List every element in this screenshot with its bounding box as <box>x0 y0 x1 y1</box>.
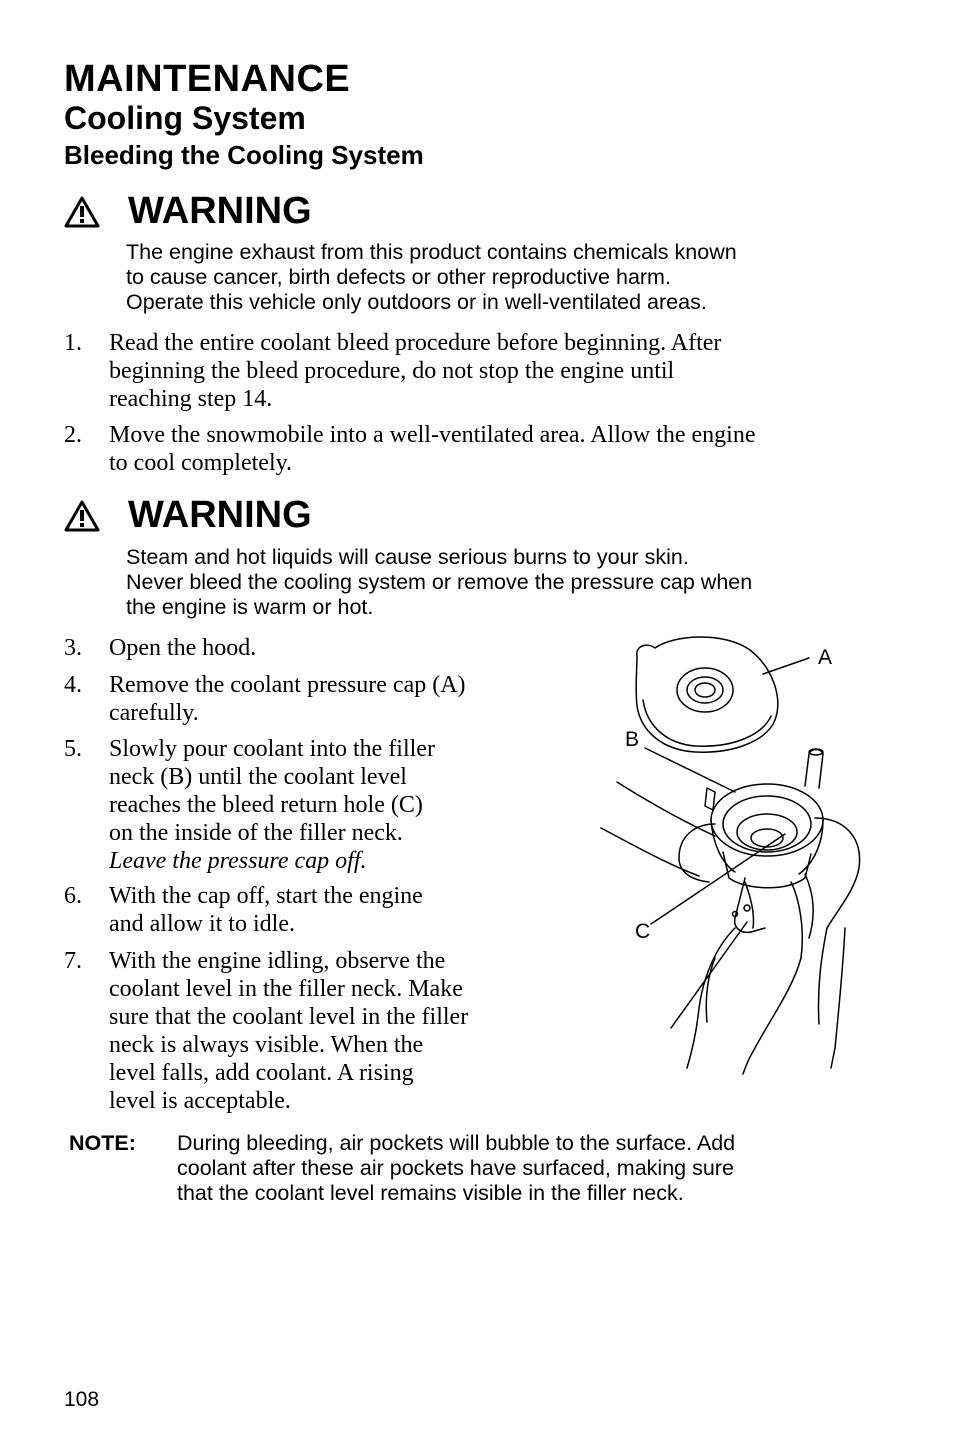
step-number: 6. <box>64 883 82 909</box>
filler-neck-illustration <box>595 628 875 1078</box>
warning-triangle-icon <box>64 196 100 228</box>
warning-title: WARNING <box>128 190 312 232</box>
warning-triangle-icon <box>64 500 100 532</box>
label-b: B <box>625 728 640 751</box>
warning-header-2 <box>64 494 312 537</box>
section-title: MAINTENANCE <box>64 58 351 100</box>
step-number: 2. <box>64 422 82 448</box>
warning-text-1 <box>126 240 737 315</box>
step-text: With the cap off, start the engine and allow it to idle. <box>109 883 423 937</box>
step-number: 4. <box>64 672 82 698</box>
warning-line: Operate this vehicle only outdoors or in well-ventilated areas. <box>126 290 707 314</box>
step-text: Remove the coolant pressure cap (A) carefully. <box>109 672 466 726</box>
note-text: During bleeding, air pockets will bubble to the surface. Add coolant after these air pockets have surfaced, making sure that the coolant level remains visible in the filler neck. <box>177 1131 736 1205</box>
warning-line: the engine is warm or hot. <box>126 595 374 619</box>
page-number: 108 <box>64 1388 100 1411</box>
warning-line: Never bleed the cooling system or remove the pressure cap when <box>126 570 753 594</box>
warning-line: to cause cancer, birth defects or other reproductive harm. <box>126 265 671 289</box>
step-text: Slowly pour coolant into the filler neck (B) until the coolant level reaches the bleed return hole (C) on the inside of the filler neck. Leave the pressure cap off. <box>109 736 435 874</box>
step-text: With the engine idling, observe the coolant level in the filler neck. Make sure that the coolant level in the filler neck is always visible. When the level falls, add coolant. A rising level is acceptable. <box>109 948 469 1114</box>
warning-title: WARNING <box>128 494 312 536</box>
warning-text-2 <box>126 545 752 620</box>
warning-header-1 <box>64 190 312 233</box>
step-text: Move the snowmobile into a well-ventilated area. Allow the engine to cool completely. <box>109 422 756 476</box>
filler-neck-drawing <box>595 628 875 1078</box>
note-label: NOTE: <box>69 1131 136 1155</box>
step-emphasis: Leave the pressure cap off. <box>109 848 367 874</box>
topic-title: Bleeding the Cooling System <box>64 140 424 170</box>
label-c: C <box>635 920 651 943</box>
step-text: Read the entire coolant bleed procedure before beginning. After beginning the bleed procedure, do not stop the engine until reaching step 14. <box>109 330 722 412</box>
warning-line: Steam and hot liquids will cause serious burns to your skin. <box>126 545 689 569</box>
warning-line: The engine exhaust from this product contains chemicals known <box>126 240 737 264</box>
label-a: A <box>818 646 833 669</box>
subsection-title: Cooling System <box>64 100 306 136</box>
step-number: 3. <box>64 635 82 661</box>
step-number: 5. <box>64 736 82 762</box>
step-text: Open the hood. <box>109 635 257 661</box>
step-number: 1. <box>64 330 82 356</box>
step-number: 7. <box>64 948 82 974</box>
